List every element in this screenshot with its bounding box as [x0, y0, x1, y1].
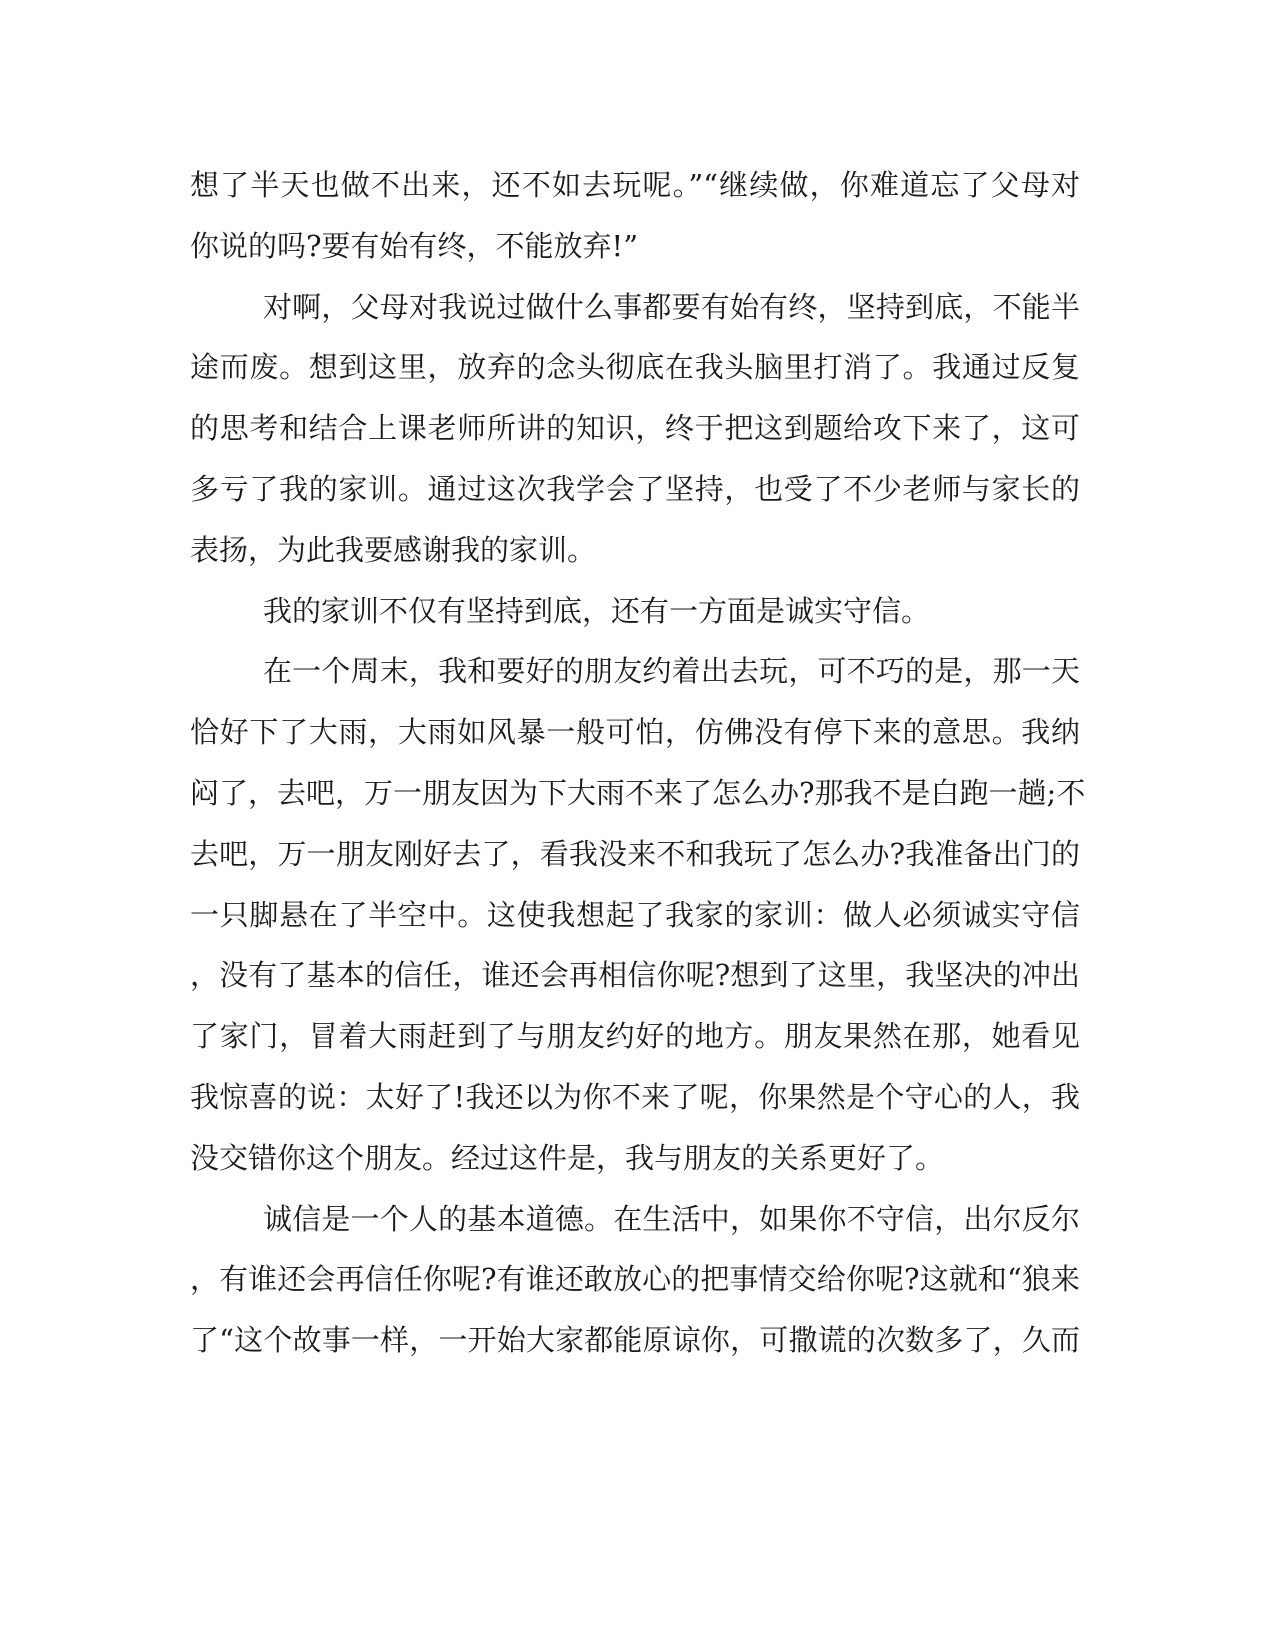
text-line: 我惊喜的说：太好了!我还以为你不来了呢，你果然是个守心的人，我: [190, 1079, 1080, 1114]
paragraph-first-line: 我的家训不仅有坚持到底，还有一方面是诚实守信。: [263, 593, 931, 628]
text-line: 表扬，为此我要感谢我的家训。: [190, 532, 597, 567]
text-line: 闷了，去吧，万一朋友因为下大雨不来了怎么办?那我不是白跑一趟;不: [190, 775, 1086, 810]
text-line: 多亏了我的家训。通过这次我学会了坚持，也受了不少老师与家长的: [190, 471, 1080, 506]
text-line: 的思考和结合上课老师所讲的知识，终于把这到题给攻下来了，这可: [190, 411, 1080, 446]
text-line: 没交错你这个朋友。经过这件是，我与朋友的关系更好了。: [190, 1140, 945, 1175]
text-line: 了家门，冒着大雨赶到了与朋友约好的地方。朋友果然在那，她看见: [190, 1019, 1080, 1054]
text-line: 途而废。想到这里，放弃的念头彻底在我头脑里打消了。我通过反复: [190, 350, 1080, 385]
text-line: ，没有了基本的信任，谁还会再相信你呢?想到了这里，我坚决的冲出: [190, 958, 1080, 993]
text-line: 恰好下了大雨，大雨如风暴一般可怕，仿佛没有停下来的意思。我纳: [190, 715, 1080, 750]
text-line: 你说的吗?要有始有终，不能放弃!”: [190, 228, 639, 263]
paragraph-first-line: 在一个周末，我和要好的朋友约着出去玩，可不巧的是，那一天: [263, 654, 1080, 689]
text-line: 想了半天也做不出来，还不如去玩呢。”“继续做，你难道忘了父母对: [190, 168, 1080, 202]
text-line: ，有谁还会再信任你呢?有谁还敢放心的把事情交给你呢?这就和“狼来: [190, 1262, 1080, 1297]
paragraph-first-line: 对啊，父母对我说过做什么事都要有始有终，坚持到底，不能半: [263, 289, 1080, 324]
text-line: 了“这个故事一样，一开始大家都能原谅你，可撒谎的次数多了，久而: [190, 1323, 1080, 1358]
text-line: 一只脚悬在了半空中。这使我想起了我家的家训：做人必须诚实守信: [190, 897, 1080, 932]
text-line: 去吧，万一朋友刚好去了，看我没来不和我玩了怎么办?我准备出门的: [190, 836, 1080, 871]
paragraph-first-line: 诚信是一个人的基本道德。在生活中，如果你不守信，出尔反尔: [263, 1201, 1080, 1236]
body-text: [190, 155, 1086, 1371]
